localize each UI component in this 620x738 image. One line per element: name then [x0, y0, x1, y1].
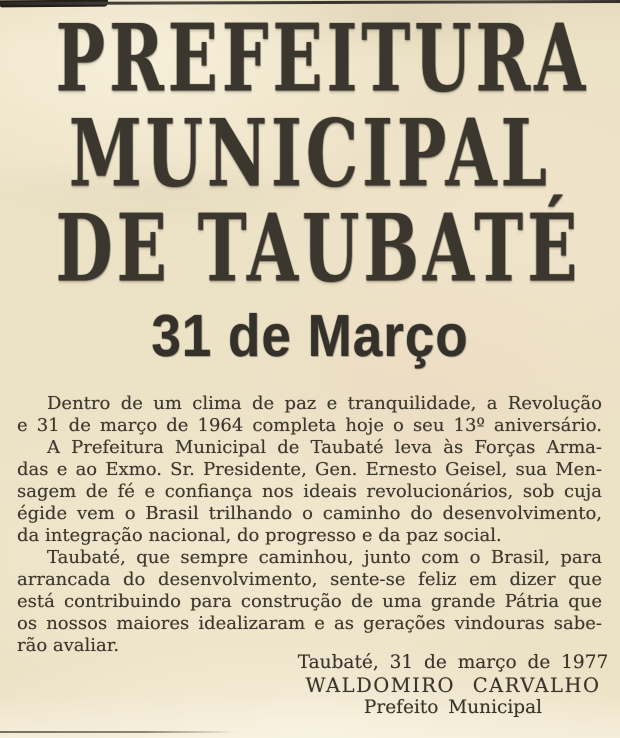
- body-line: Dentro de um clima de paz e tranquilidade, a Revolução: [47, 393, 602, 414]
- torn-edge-bottom-line: [0, 731, 237, 733]
- body-line: das e ao Exmo. Sr. Presidente, Gen. Ernesto Geisel, sua Men-: [17, 459, 602, 480]
- signature-role: Prefeito Municipal: [363, 697, 543, 718]
- subheadline: 31 de Março: [151, 303, 469, 370]
- article-body: [17, 393, 602, 657]
- signature-name: WALDOMIRO CARVALHO: [305, 674, 601, 697]
- signature-dateline: Taubaté, 31 de março de 1977: [297, 652, 609, 673]
- signature-block: [297, 651, 609, 719]
- body-line: rão avaliar.: [17, 635, 120, 656]
- body-line: Taubaté, que sempre caminhou, junto com o Brasil, para: [47, 547, 602, 568]
- paragraph-2: [17, 437, 602, 547]
- body-line: A Prefeitura Municipal de Taubaté leva às Forças Arma-: [47, 437, 602, 458]
- headline-line-1: PREFEITURA: [55, 3, 590, 113]
- headline-line-2: MUNICIPAL: [69, 98, 551, 208]
- headline-line-3: DE TAUBATÉ: [55, 193, 582, 303]
- body-line: está contribuindo para construção de uma grande Pátria que: [17, 591, 602, 612]
- body-line: os nossos maiores idealizaram e as gerações vindouras sabe-: [17, 613, 602, 634]
- paragraph-3: [17, 547, 602, 657]
- body-line: da integração nacional, do progresso e da paz social.: [17, 525, 502, 546]
- body-line: égide vem o Brasil trilhando o caminho do desenvolvimento,: [17, 503, 602, 524]
- paragraph-1: [17, 393, 602, 437]
- body-line: e 31 de março de 1964 completa hoje o seu 13º aniversário.: [17, 415, 602, 436]
- body-line: arrancada do desenvolvimento, sente-se feliz em dizer que: [17, 569, 602, 590]
- body-line: sagem de fé e confiança nos ideais revolucionários, sob cuja: [17, 481, 602, 502]
